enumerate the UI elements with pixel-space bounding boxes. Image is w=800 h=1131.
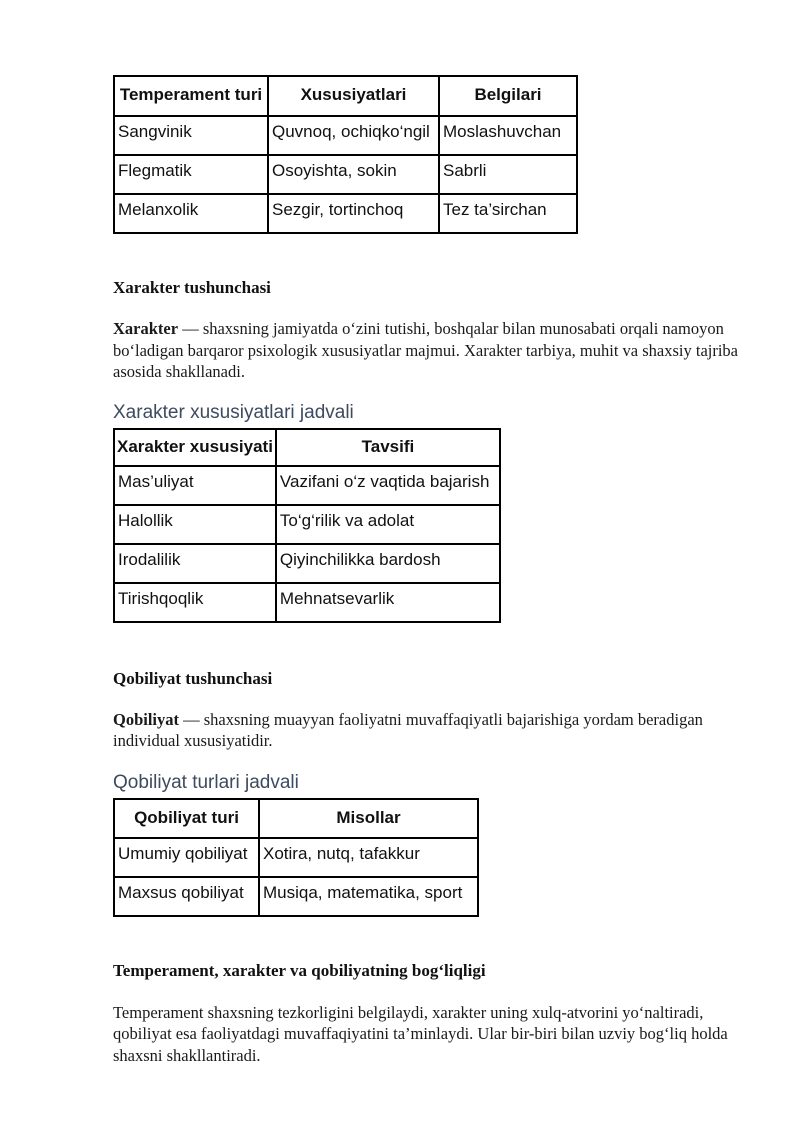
table-cell: Musiqa, matematika, sport <box>259 877 478 916</box>
table-header-cell: Belgilari <box>439 76 577 116</box>
table-cell: Mehnatsevarlik <box>276 583 500 622</box>
table-row <box>114 194 577 233</box>
table-cell: Moslashuvchan <box>439 116 577 155</box>
table-cell: To‘g‘rilik va adolat <box>276 505 500 544</box>
bogliqlik-paragraph <box>113 1002 743 1067</box>
table-cell: Quvnoq, ochiqko‘ngil <box>268 116 439 155</box>
xarakter-table <box>113 428 501 623</box>
table-header-cell: Tavsifi <box>276 429 500 466</box>
table-cell: Umumiy qobiliyat <box>114 838 259 877</box>
xarakter-paragraph <box>113 318 743 383</box>
table-header-row <box>114 799 478 838</box>
paragraph-text: Temperament shaxsning tezkorligini belgilaydi, xarakter uning xulq-atvorini yo‘naltiradi, qobiliyat esa faoliyatdagi muvaffaqiyatini ta’minlaydi. Ular bir-biri bilan uzviy bog‘liq holda shaxsni shakllantiradi. <box>113 1002 728 1065</box>
table-cell: Xotira, nutq, tafakkur <box>259 838 478 877</box>
table-cell: Maxsus qobiliyat <box>114 877 259 916</box>
table-row <box>114 505 500 544</box>
paragraph-text: — shaxsning jamiyatda o‘zini tutishi, boshqalar bilan munosabati orqali namoyon bo‘ladigan barqaror psixologik xususiyatlar majmui. Xarakter tarbiya, muhit va shaxsiy tajriba asosida shakllanadi. <box>113 319 739 381</box>
table-header-cell: Misollar <box>259 799 478 838</box>
table-cell: Sabrli <box>439 155 577 194</box>
table-header-row <box>114 429 500 466</box>
table-cell: Vazifani o‘z vaqtida bajarish <box>276 466 500 505</box>
paragraph-lead-term: Xarakter <box>113 319 179 338</box>
table-row <box>114 155 577 194</box>
table-header-cell: Temperament turi <box>114 76 268 116</box>
table-cell: Osoyishta, sokin <box>268 155 439 194</box>
table-heading-xarakter: Xarakter xususiyatlari jadvali <box>113 401 354 423</box>
table-cell: Halollik <box>114 505 276 544</box>
paragraph-lead-term: Qobiliyat <box>113 709 180 729</box>
table-cell: Flegmatik <box>114 155 268 194</box>
table-heading-qobiliyat: Qobiliyat turlari jadvali <box>113 771 299 793</box>
table-row <box>114 583 500 622</box>
table-header-cell: Xarakter xususiyati <box>114 429 276 466</box>
section-heading-bogliqlik: Temperament, xarakter va qobiliyatning bog‘liqligi <box>113 960 486 980</box>
table-row <box>114 838 478 877</box>
qobiliyat-table <box>113 798 479 917</box>
table-row <box>114 466 500 505</box>
table-cell: Irodalilik <box>114 544 276 583</box>
table-row <box>114 544 500 583</box>
qobiliyat-paragraph <box>113 709 743 752</box>
table-cell: Melanxolik <box>114 194 268 233</box>
table-cell: Tez ta’sirchan <box>439 194 577 233</box>
table-cell: Qiyinchilikka bardosh <box>276 544 500 583</box>
section-heading-qobiliyat: Qobiliyat tushunchasi <box>113 668 273 688</box>
table-cell: Tirishqoqlik <box>114 583 276 622</box>
table-cell: Mas’uliyat <box>114 466 276 505</box>
table-header-row <box>114 76 577 116</box>
paragraph-text: — shaxsning muayyan faoliyatni muvaffaqiyatli bajarishiga yordam beradigan individual xususiyatidir. <box>113 709 703 750</box>
table-cell: Sezgir, tortinchoq <box>268 194 439 233</box>
section-heading-xarakter: Xarakter tushunchasi <box>113 278 271 297</box>
table-row <box>114 116 577 155</box>
table-cell: Sangvinik <box>114 116 268 155</box>
table-row <box>114 877 478 916</box>
temperament-table <box>113 75 578 234</box>
table-header-cell: Xususiyatlari <box>268 76 439 116</box>
table-header-cell: Qobiliyat turi <box>114 799 259 838</box>
